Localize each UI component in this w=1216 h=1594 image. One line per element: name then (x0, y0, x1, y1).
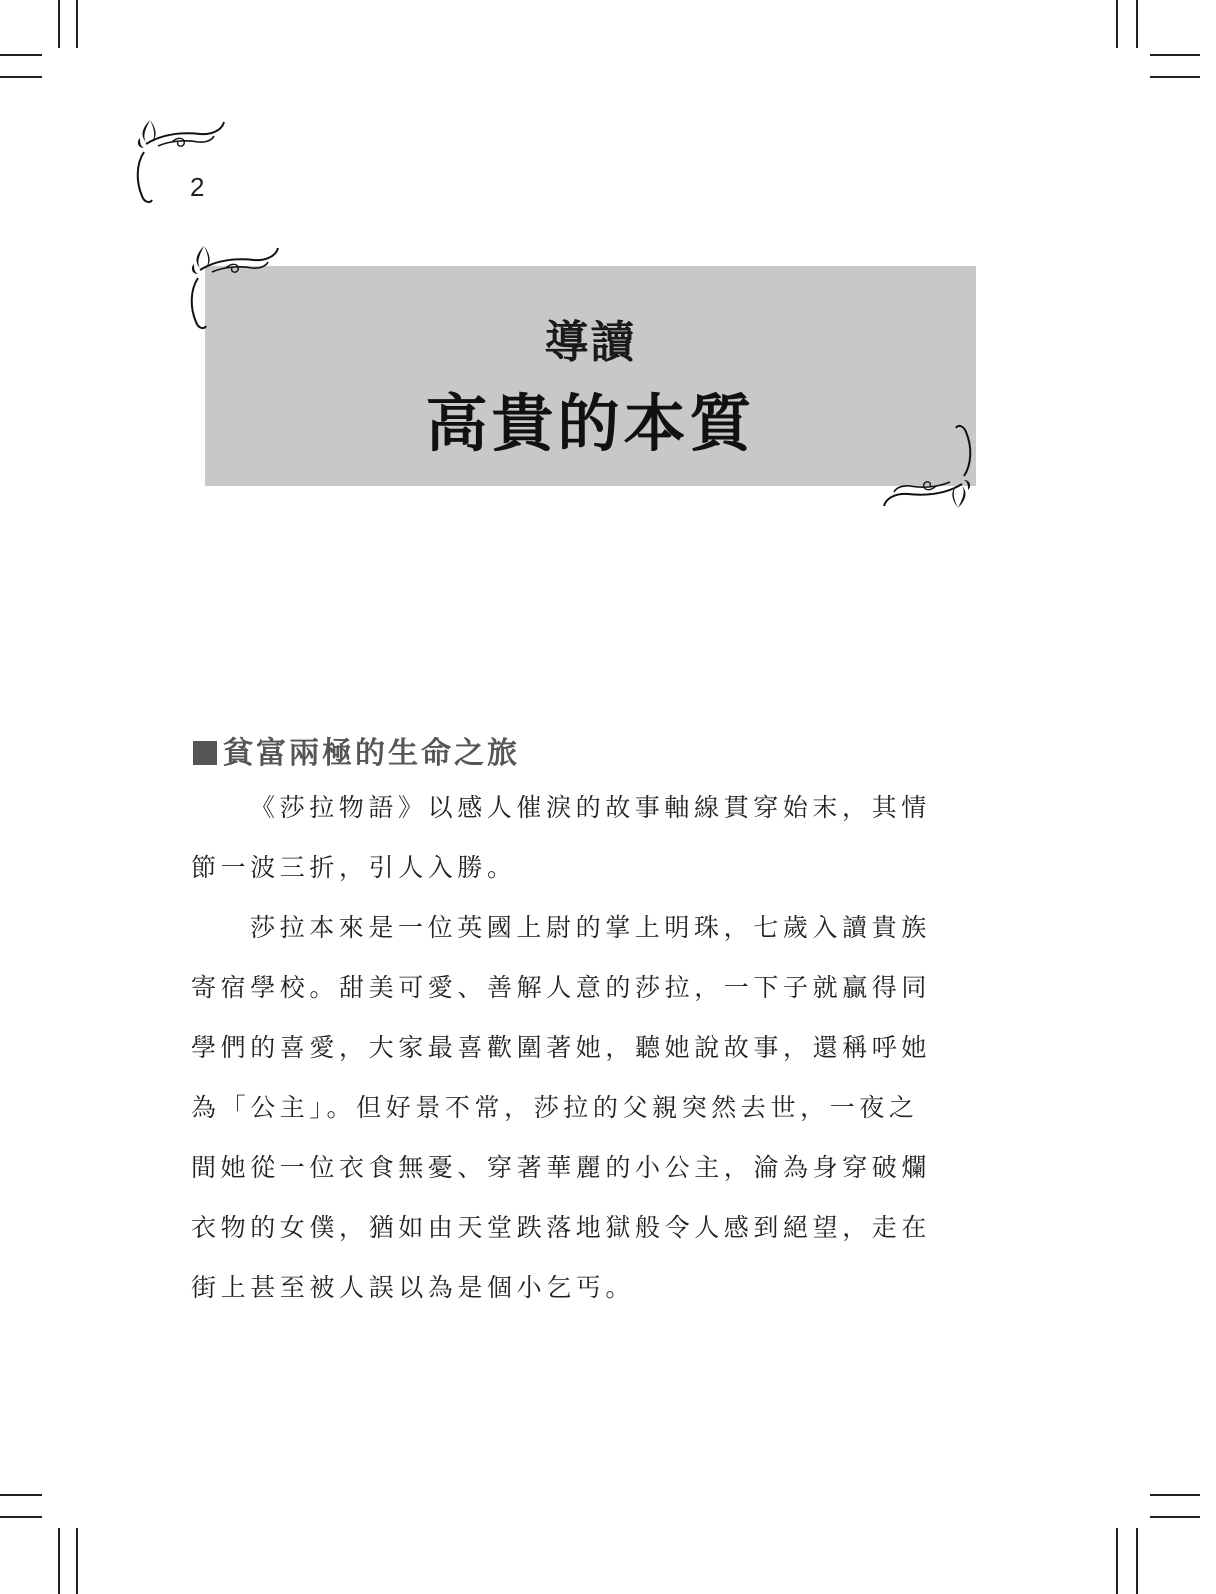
section-heading-text: 貧富兩極的生命之旅 (223, 736, 520, 771)
body-line: 街上甚至被人誤以為是個小乞丐。 (191, 1273, 636, 1302)
body-line: 衣物的女僕，猶如由天堂跌落地獄般令人感到絕望，走在 (191, 1213, 932, 1242)
body-line: 間她從一位衣食無憂、穿著華麗的小公主，淪為身穿破爛 (191, 1153, 932, 1182)
title-subtitle: 導讀 (544, 317, 637, 368)
page-number: 2 (190, 172, 205, 202)
flourish-ornament-icon (876, 420, 976, 516)
body-line: 學們的喜愛，大家最喜歡圍著她，聽她說故事，還稱呼她 (191, 1033, 932, 1062)
body-line: 為「公主」。但好景不常，莎拉的父親突然去世，一夜之 (191, 1093, 919, 1122)
title-banner (205, 266, 976, 486)
square-bullet-icon (193, 741, 217, 765)
body-line: 寄宿學校。甜美可愛、善解人意的莎拉，一下子就贏得同 (191, 973, 932, 1002)
flourish-ornament-icon (186, 238, 286, 334)
body-line: 節一波三折，引人入勝。 (191, 853, 517, 882)
page-title: 高貴的本質 (425, 387, 756, 460)
flourish-ornament-icon (132, 112, 232, 208)
body-line: 莎拉本來是一位英國上尉的掌上明珠，七歲入讀貴族 (250, 913, 931, 942)
body-line: 《莎拉物語》以感人催淚的故事軸線貫穿始末，其情 (250, 793, 931, 822)
section-heading (193, 728, 520, 772)
